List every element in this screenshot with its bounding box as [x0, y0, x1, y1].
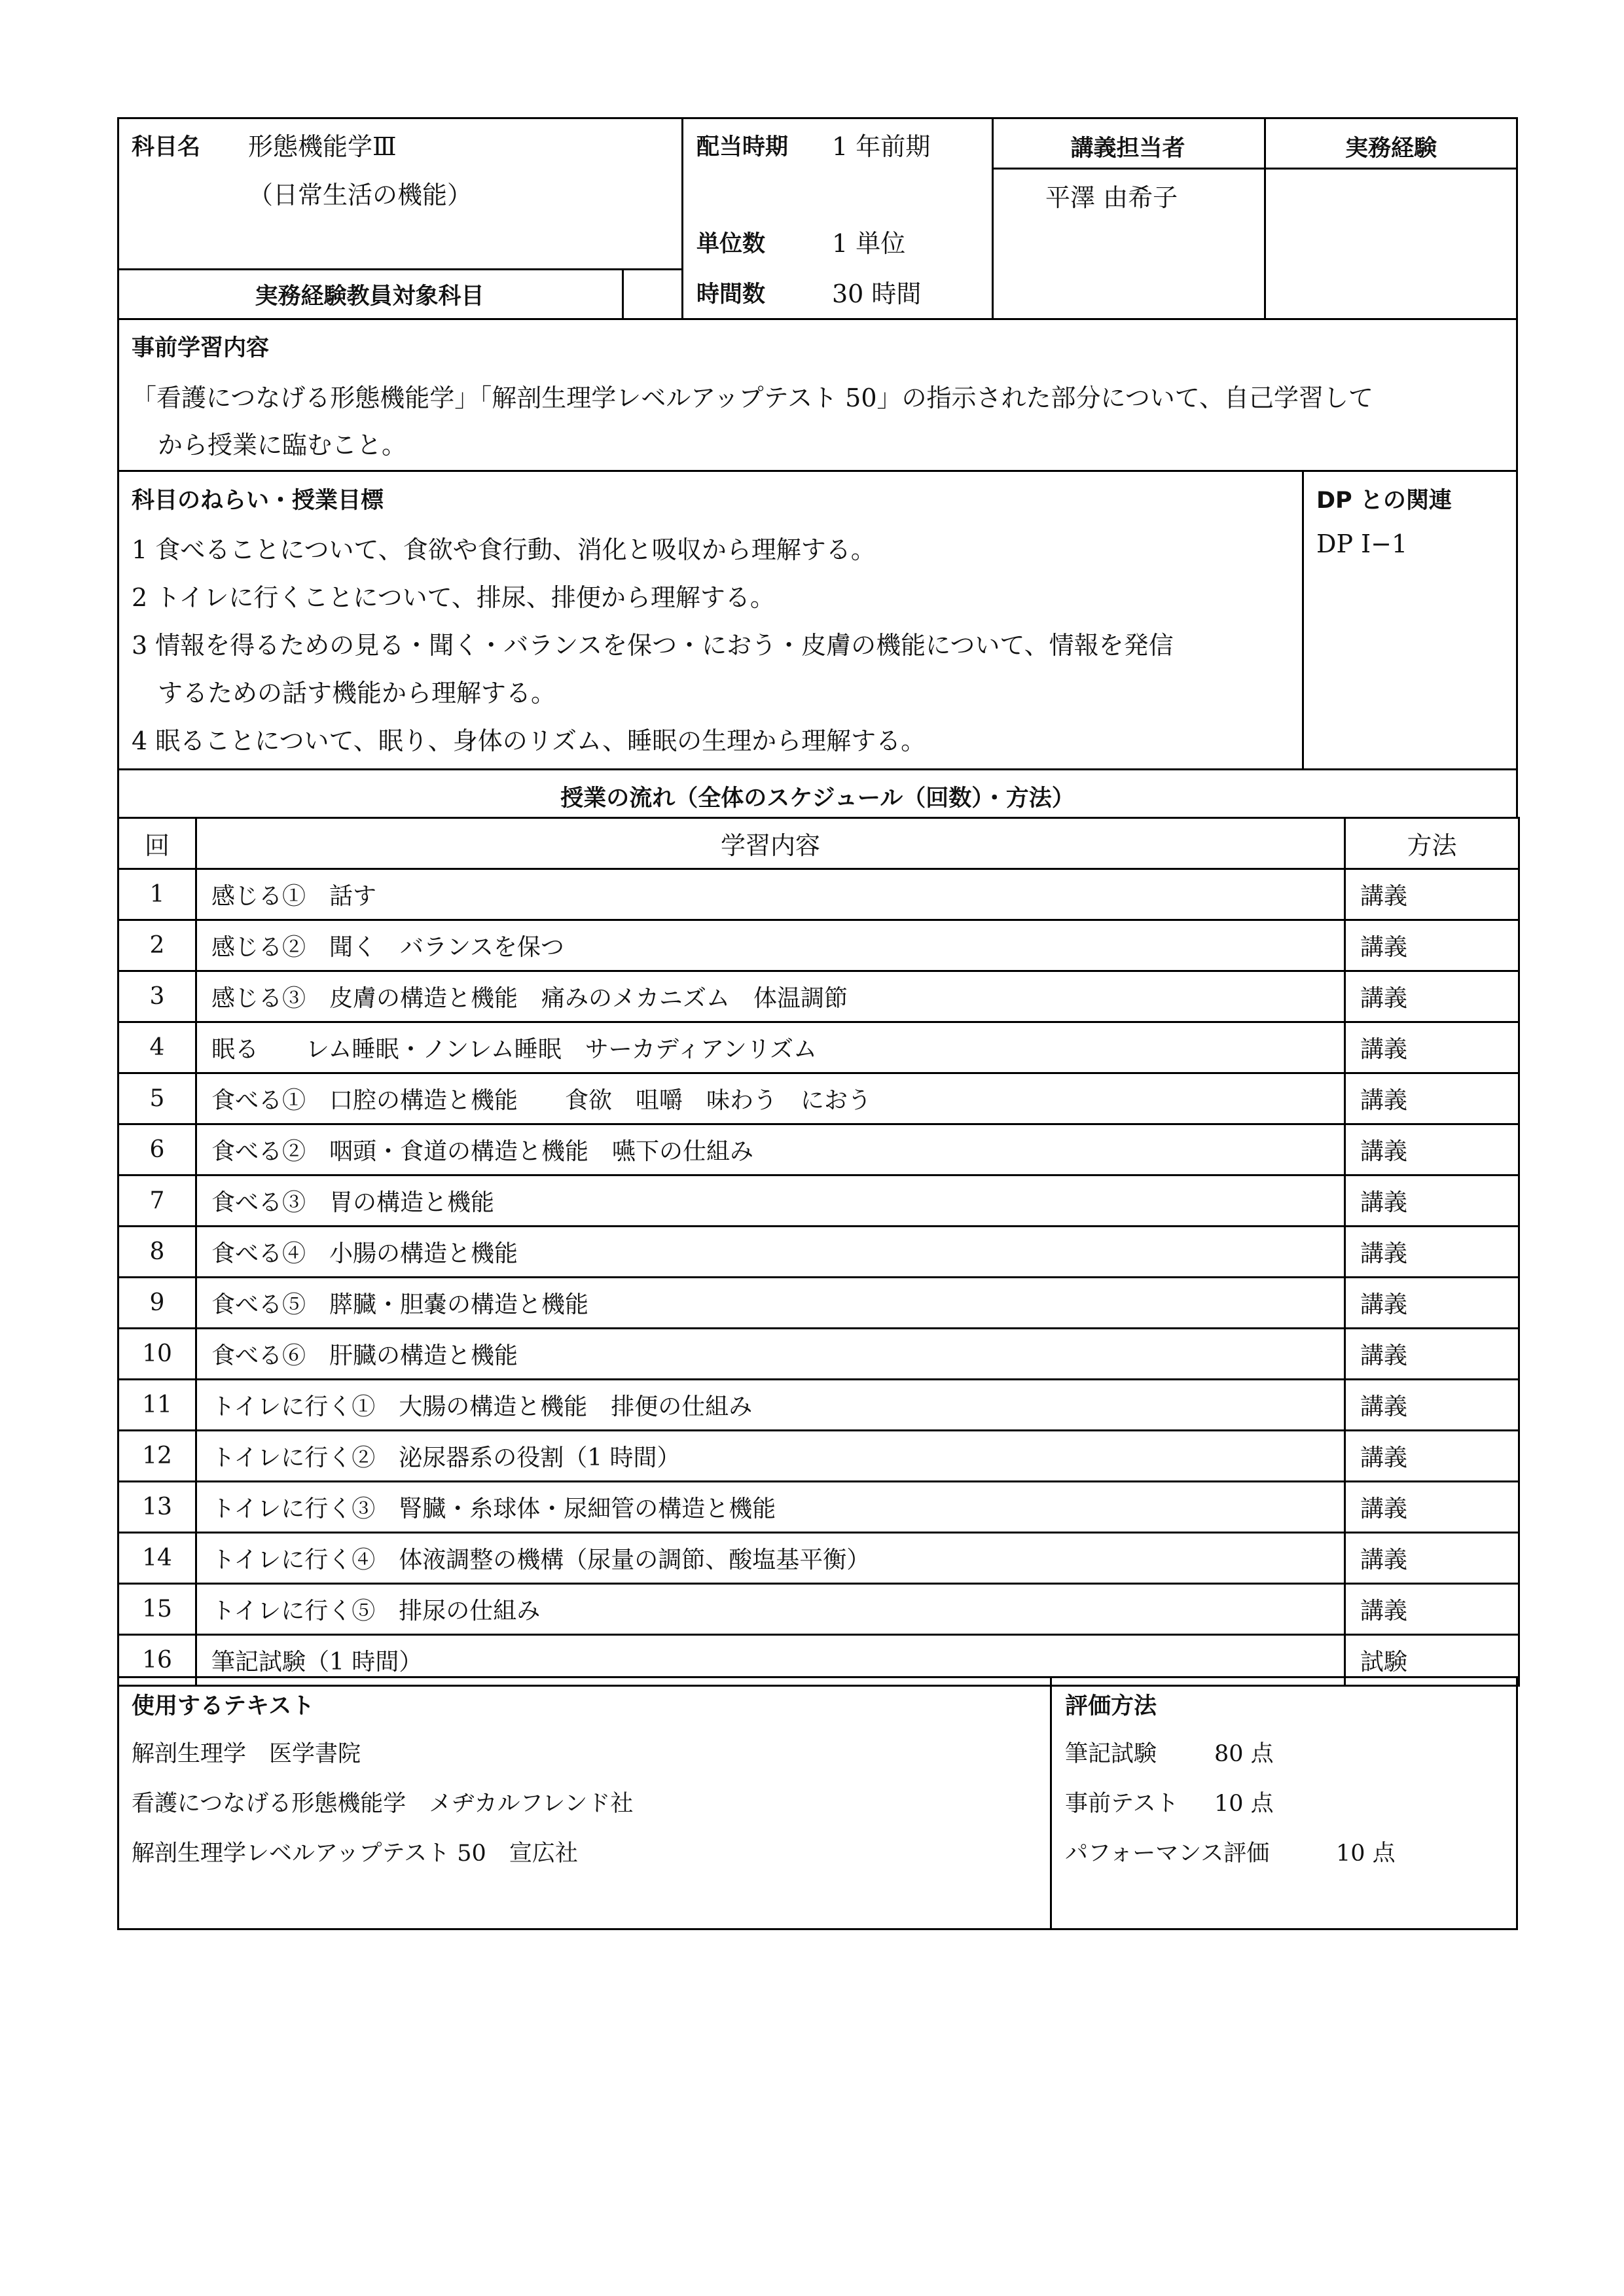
- schedule-row-method: 講義: [1345, 1533, 1519, 1584]
- schedule-row: [118, 971, 1519, 1022]
- schedule-row: [118, 1533, 1519, 1584]
- instructor-label: 講義担当者: [1070, 135, 1185, 162]
- eval-name-1: 筆記試験: [1065, 1741, 1157, 1767]
- texts-label: 使用するテキスト: [132, 1693, 315, 1719]
- eval-name-3: パフォーマンス評価: [1065, 1840, 1270, 1867]
- schedule-row: [118, 1329, 1519, 1380]
- schedule-row-content: トイレに行く② 泌尿器系の役割（1 時間）: [196, 1431, 1345, 1482]
- schedule-row-method: 講義: [1345, 869, 1519, 920]
- hours-value: 30 時間: [832, 279, 922, 308]
- units-value: 1 単位: [832, 229, 906, 258]
- schedule-row: [118, 1431, 1519, 1482]
- schedule-row: [118, 1482, 1519, 1533]
- dp-label: DP との関連: [1316, 488, 1452, 514]
- schedule-row: [118, 1227, 1519, 1278]
- text-item-1: 解剖生理学 医学書院: [132, 1741, 361, 1767]
- eval-name-2: 事前テスト: [1065, 1791, 1179, 1817]
- prestudy-text-1: 「看護につなげる形態機能学」「解剖生理学レベルアップテスト 50」の指示された部分について、自己学習して: [132, 384, 1373, 412]
- aim-item-4: 4 眠ることについて、眠り、身体のリズム、睡眠の生理から理解する。: [132, 726, 926, 755]
- schedule-row-method: 講義: [1345, 1278, 1519, 1329]
- schedule-row: [118, 920, 1519, 971]
- schedule-row-content: 食べる① 口腔の構造と機能 食欲 咀嚼 味わう におう: [196, 1073, 1345, 1124]
- schedule-row-no: 8: [118, 1227, 196, 1278]
- schedule-row-no: 14: [118, 1533, 196, 1584]
- prestudy-label: 事前学習内容: [132, 335, 270, 361]
- schedule-row: [118, 1124, 1519, 1175]
- schedule-row-no: 1: [118, 869, 196, 920]
- subject-label: 科目名: [132, 134, 201, 160]
- col-header-content: 学習内容: [196, 818, 1345, 869]
- schedule-title: 授業の流れ（全体のスケジュール（回数）・方法）: [560, 785, 1075, 812]
- col-header-method: 方法: [1345, 818, 1519, 869]
- schedule-row-content: 食べる⑥ 肝臓の構造と機能: [196, 1329, 1345, 1380]
- schedule-row-method: 講義: [1345, 920, 1519, 971]
- schedule-row: [118, 1073, 1519, 1124]
- schedule-row-content: 眠る レム睡眠・ノンレム睡眠 サーカディアンリズム: [196, 1022, 1345, 1073]
- schedule-row-no: 13: [118, 1482, 196, 1533]
- period-label: 配当時期: [696, 134, 789, 160]
- schedule-row: [118, 1584, 1519, 1635]
- text-item-2: 看護につなげる形態機能学 メヂカルフレンド社: [132, 1791, 634, 1817]
- schedule-row-method: 講義: [1345, 1073, 1519, 1124]
- schedule-row: [118, 1175, 1519, 1227]
- schedule-row-no: 9: [118, 1278, 196, 1329]
- aim-item-2: 2 トイレに行くことについて、排尿、排便から理解する。: [132, 583, 775, 612]
- schedule-row-method: 講義: [1345, 1124, 1519, 1175]
- subject-name: 形態機能学Ⅲ: [248, 132, 397, 161]
- schedule-row-no: 10: [118, 1329, 196, 1380]
- schedule-row-content: 食べる④ 小腸の構造と機能: [196, 1227, 1345, 1278]
- eval-value-1: 80 点: [1214, 1741, 1274, 1767]
- text-item-3: 解剖生理学レベルアップテスト 50 宣広社: [132, 1840, 578, 1867]
- schedule-row-no: 6: [118, 1124, 196, 1175]
- prestudy-text-2: から授業に臨むこと。: [158, 431, 407, 459]
- schedule-row-no: 7: [118, 1175, 196, 1227]
- schedule-row-no: 15: [118, 1584, 196, 1635]
- schedule-row: [118, 1022, 1519, 1073]
- schedule-row-method: 講義: [1345, 1227, 1519, 1278]
- schedule-row: [118, 1278, 1519, 1329]
- schedule-row-content: 感じる① 話す: [196, 869, 1345, 920]
- schedule-row: [118, 869, 1519, 920]
- schedule-row-method: 講義: [1345, 1022, 1519, 1073]
- document-grid: [117, 117, 1518, 1930]
- schedule-row-no: 12: [118, 1431, 196, 1482]
- aim-item-1: 1 食べることについて、食欲や食行動、消化と吸収から理解する。: [132, 535, 876, 564]
- evaluation-label: 評価方法: [1065, 1693, 1157, 1719]
- schedule-row-method: 試験: [1345, 1635, 1519, 1686]
- dp-value: DP Ⅰ−1: [1316, 529, 1408, 558]
- experience-label: 実務経験: [1344, 135, 1437, 162]
- aim-item-3-cont: するための話す機能から理解する。: [158, 679, 556, 708]
- period-value: 1 年前期: [832, 132, 931, 161]
- schedule-row-content: トイレに行く⑤ 排尿の仕組み: [196, 1584, 1345, 1635]
- eval-value-3: 10 点: [1336, 1840, 1396, 1867]
- schedule-row-no: 3: [118, 971, 196, 1022]
- units-label: 単位数: [696, 231, 766, 257]
- schedule-row-content: 感じる② 聞く バランスを保つ: [196, 920, 1345, 971]
- schedule-row-no: 16: [118, 1635, 196, 1686]
- schedule-row-no: 2: [118, 920, 196, 971]
- schedule-row-content: トイレに行く③ 腎臓・糸球体・尿細管の構造と機能: [196, 1482, 1345, 1533]
- eval-value-2: 10 点: [1214, 1791, 1274, 1817]
- schedule-row-content: 食べる② 咽頭・食道の構造と機能 嚥下の仕組み: [196, 1124, 1345, 1175]
- schedule-row: [118, 1380, 1519, 1431]
- schedule-row-content: 感じる③ 皮膚の構造と機能 痛みのメカニズム 体温調節: [196, 971, 1345, 1022]
- hours-label: 時間数: [696, 281, 766, 308]
- schedule-row-no: 4: [118, 1022, 196, 1073]
- schedule-row-method: 講義: [1345, 1431, 1519, 1482]
- schedule-row-content: トイレに行く① 大腸の構造と機能 排便の仕組み: [196, 1380, 1345, 1431]
- schedule-row-content: 筆記試験（1 時間）: [196, 1635, 1345, 1686]
- schedule-row-method: 講義: [1345, 971, 1519, 1022]
- schedule-row-no: 11: [118, 1380, 196, 1431]
- schedule-row-content: トイレに行く④ 体液調整の機構（尿量の調節、酸塩基平衡）: [196, 1533, 1345, 1584]
- schedule-row-method: 講義: [1345, 1584, 1519, 1635]
- aims-label: 科目のねらい・授業目標: [132, 488, 384, 514]
- subject-name-sub: （日常生活の機能）: [248, 181, 473, 209]
- experience-subject-label: 実務経験教員対象科目: [255, 283, 484, 310]
- schedule-row-no: 5: [118, 1073, 196, 1124]
- schedule-row-content: 食べる⑤ 膵臓・胆嚢の構造と機能: [196, 1278, 1345, 1329]
- schedule-body: [118, 869, 1519, 1686]
- schedule-row-method: 講義: [1345, 1482, 1519, 1533]
- schedule-row-content: 食べる③ 胃の構造と機能: [196, 1175, 1345, 1227]
- col-header-no: 回: [118, 818, 196, 869]
- schedule-table: [117, 817, 1520, 1687]
- schedule-row-method: 講義: [1345, 1380, 1519, 1431]
- instructor-value: 平澤 由希子: [1045, 183, 1178, 212]
- aim-item-3: 3 情報を得るための見る・聞く・バランスを保つ・におう・皮膚の機能について、情報を発信: [132, 631, 1174, 660]
- schedule-row-method: 講義: [1345, 1329, 1519, 1380]
- schedule-row-method: 講義: [1345, 1175, 1519, 1227]
